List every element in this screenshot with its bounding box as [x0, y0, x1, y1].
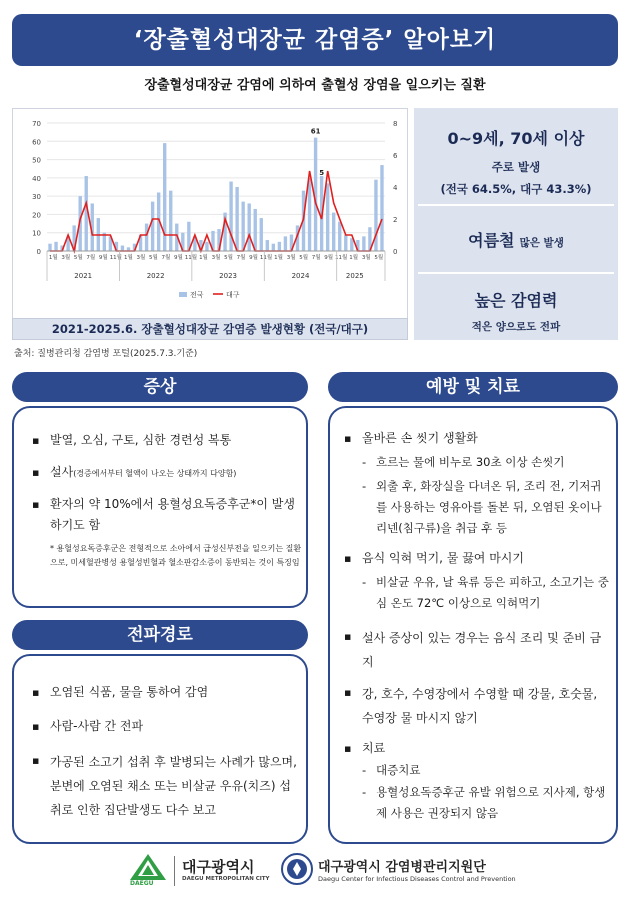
x-tick-label: 7월 [86, 255, 96, 261]
legend-label: 전국 [190, 291, 204, 299]
legend-label: 대구 [226, 291, 240, 299]
center-name: 대구광역시 감염병관리지원단 [318, 860, 486, 875]
bar [380, 165, 383, 251]
age-main: 주로 발생 [491, 160, 541, 174]
x-tick-label: 1월 [123, 255, 133, 261]
bar [308, 178, 311, 251]
bar [284, 236, 287, 251]
page-subtitle: 장출혈성대장균 감염에 의하여 출혈성 장염을 일으키는 질환 [144, 78, 486, 93]
divider [418, 204, 614, 206]
bar [151, 202, 154, 251]
bar [248, 203, 251, 251]
x-tick-label: 1월 [274, 255, 283, 261]
y-tick-left: 60 [32, 138, 41, 147]
source-note: 출처: 질병관리청 감염병 포털(2025.7.3.기준) [14, 349, 198, 359]
x-tick-label: 3월 [211, 255, 221, 261]
summer-small: 많은 발생 [519, 237, 564, 249]
bar [235, 187, 238, 251]
chart-container [12, 108, 408, 338]
x-tick-label: 5월 [224, 255, 233, 261]
list-subitem: - 용혈성요독증후군 유발 위험으로 지사제, 항생제 사용은 권장되지 않음 [362, 785, 606, 820]
age-info [418, 116, 614, 200]
legend-swatch-bar [179, 292, 187, 297]
bar [205, 242, 208, 251]
y-tick-left: 10 [32, 229, 41, 238]
bar [241, 202, 244, 251]
summer-info [418, 208, 614, 268]
bar [229, 182, 232, 251]
list-item: ▪ 올바른 손 씻기 생활화 [344, 431, 478, 445]
bar [278, 242, 281, 251]
list-subitem: - 비살균 우유, 날 육류 등은 피하고, 소고기는 중심 온도 72℃ 이상으로 익혀먹기 [362, 575, 609, 610]
y-tick-right: 6 [393, 152, 398, 160]
infect-title: 높은 감염력 [474, 291, 558, 310]
x-tick-label: 7월 [311, 255, 321, 261]
bar [326, 183, 329, 251]
x-tick-label: 11월 [184, 255, 198, 261]
bar [344, 235, 347, 251]
x-tick-label: 11월 [109, 255, 123, 261]
y-tick-left: 40 [32, 174, 41, 183]
x-tick-label: 1월 [199, 255, 208, 261]
diarrhea-note: (경증에서부터 혈액이 나오는 상태까지 다양함) [73, 469, 237, 478]
symptoms-card [12, 406, 308, 608]
x-tick-label: 9월 [174, 255, 183, 261]
list-subitem: - 흐르는 물에 비누로 30초 이상 손씻기 [362, 455, 565, 469]
data-label: 5 [319, 169, 325, 177]
data-label: 61 [310, 127, 321, 136]
prevention-heading: 예방 및 치료 [328, 372, 618, 402]
prevention-card [328, 406, 618, 844]
x-tick-label: 9월 [249, 255, 258, 261]
bar [54, 242, 57, 251]
x-tick-label: 3월 [61, 255, 71, 261]
x-tick-label: 5월 [374, 255, 384, 261]
y-tick-left: 0 [36, 248, 41, 256]
infect-detail: 적은 양으로도 전파 [471, 321, 561, 333]
bar [48, 244, 51, 251]
info-panel [414, 108, 618, 340]
transmission-heading: 전파경로 [12, 620, 308, 650]
x-tick-label: 5월 [73, 255, 83, 261]
logo-text: DAEGU [130, 880, 154, 887]
x-tick-label: 7월 [236, 255, 246, 261]
year-label: 2022 [146, 272, 165, 280]
age-title: 0~9세, 70세 이상 [447, 129, 585, 148]
x-tick-label: 3월 [286, 255, 296, 261]
chart-caption: 2021-2025.6. 장출혈성대장균 감염증 발생현황 (전국/대구) [12, 318, 408, 340]
age-detail: (전국 64.5%, 대구 43.3%) [440, 182, 592, 196]
summer-big: 여름철 [468, 231, 515, 250]
y-tick-right: 4 [393, 184, 398, 192]
bar [272, 244, 275, 251]
x-tick-label: 9월 [98, 255, 108, 261]
transmission-card [12, 654, 308, 844]
y-tick-left: 50 [32, 156, 41, 165]
year-label: 2025 [345, 272, 364, 280]
x-tick-label: 11월 [335, 255, 348, 261]
x-tick-label: 5월 [149, 255, 158, 261]
x-tick-label: 1월 [48, 255, 58, 261]
center-emblem-icon [280, 852, 314, 886]
bar [338, 222, 341, 251]
y-tick-left: 30 [32, 193, 41, 202]
city-name-en: DAEGU METROPOLITAN CITY [182, 876, 270, 882]
divider [418, 272, 614, 274]
infect-info [418, 276, 614, 336]
y-tick-right: 8 [393, 120, 398, 128]
x-tick-label: 1월 [349, 255, 359, 261]
year-label: 2023 [219, 272, 237, 280]
bar [260, 218, 263, 251]
symptoms-heading: 증상 [12, 372, 308, 402]
center-name-en: Daegu Center for Infectious Diseases Control and Prevention [318, 875, 516, 883]
list-item: ▪ 오염된 식품, 물을 통하여 감염 [32, 685, 209, 699]
page-title: ‘장출혈성대장균 감염증’ 알아보기 [12, 14, 618, 66]
bar [254, 209, 257, 251]
y-tick-right: 0 [393, 248, 398, 256]
list-item: ▪ 가공된 소고기 섭취 후 발병되는 사례가 많으며, 분변에 오염된 채소 또는 비살균 우유(치즈) 섭취로 인한 집단발생도 다수 보고 [32, 754, 297, 817]
x-tick-label: 11월 [259, 255, 273, 261]
x-tick-label: 7월 [161, 255, 171, 261]
list-item: ▪ 환자의 약 10%에서 용혈성요독증후군*이 발생하기도 함 [32, 497, 295, 532]
list-subitem: - 외출 후, 화장실을 다녀온 뒤, 조리 전, 기저귀를 사용하는 영유아를 돌본 뒤, 오염된 옷이나 리넨(침구류)을 취급 후 등 [362, 479, 602, 535]
city-name: 대구광역시 [182, 858, 255, 876]
list-subitem: - 대증치료 [362, 763, 421, 777]
year-label: 2024 [291, 272, 310, 280]
year-label: 2021 [74, 272, 93, 280]
list-item: ▪ 치료 [344, 741, 386, 755]
bar [121, 246, 124, 251]
list-item: ▪ 음식 익혀 먹기, 물 끓여 마시기 [344, 551, 524, 565]
y-tick-left: 70 [32, 120, 41, 128]
list-item: ▪ 설사 증상이 있는 경우는 음식 조리 및 준비 금지 [344, 630, 602, 669]
x-tick-label: 5월 [299, 255, 309, 261]
footer [0, 850, 630, 894]
y-tick-left: 20 [32, 211, 41, 220]
list-item: ▪ 사람-사람 간 전파 [32, 719, 144, 733]
divider [174, 856, 175, 886]
footnote: * 용혈성요독증후군은 전형적으로 소아에서 급성신부전을 일으키는 질환으로, 미세혈관병성 용혈성빈혈과 혈소판감소증이 동반되는 것이 특징임 [50, 544, 302, 567]
bar [362, 236, 365, 251]
list-item: ▪ 발열, 오심, 구토, 심한 경련성 복통 [32, 433, 232, 447]
y-tick-right: 2 [393, 216, 398, 224]
x-tick-label: 3월 [361, 255, 371, 261]
bar [332, 213, 335, 251]
list-item: ▪ 설사(경증에서부터 혈액이 나오는 상태까지 다양함) [32, 465, 237, 479]
list-item: ▪ 강, 호수, 수영장에서 수영할 때 강물, 호숫물, 수영장 물 마시지 않기 [344, 686, 598, 725]
bar [169, 191, 172, 251]
x-tick-label: 3월 [136, 255, 146, 261]
chart-svg [13, 109, 409, 319]
bar [145, 224, 148, 251]
bar [266, 240, 269, 251]
x-tick-label: 9월 [324, 255, 334, 261]
